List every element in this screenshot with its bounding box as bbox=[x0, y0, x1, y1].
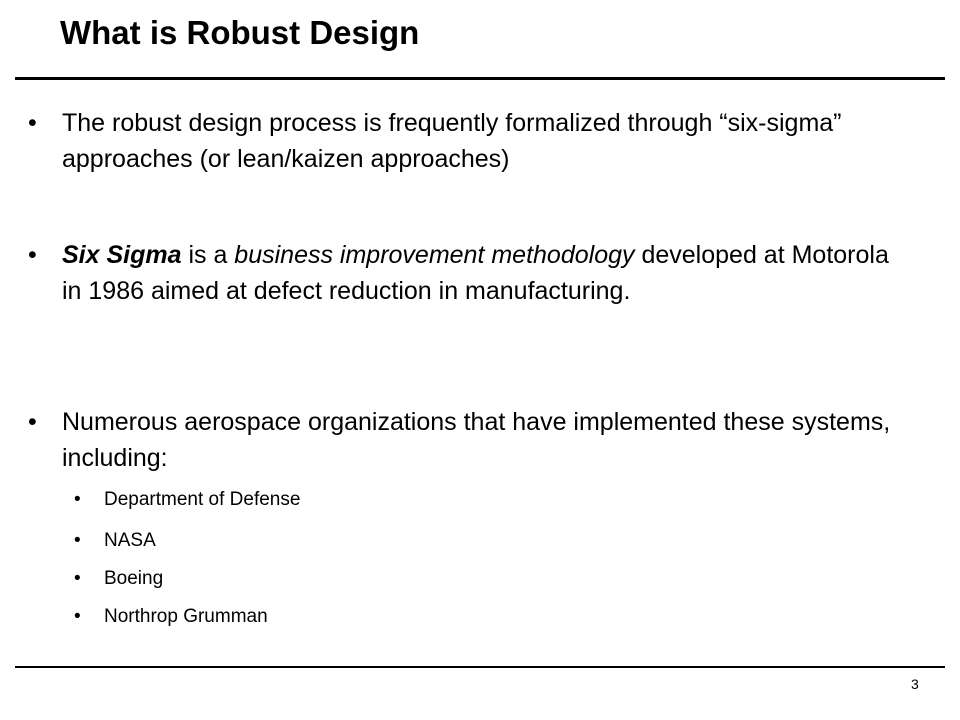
title-divider bbox=[15, 77, 945, 80]
six-sigma-term: Six Sigma bbox=[62, 241, 182, 269]
sub-item-nasa bbox=[74, 529, 156, 553]
sub-item-label: NASA bbox=[104, 530, 156, 551]
bullet-item bbox=[28, 105, 908, 177]
sub-bullet-marker: • bbox=[74, 530, 81, 551]
bullet-marker: • bbox=[28, 408, 37, 436]
sub-item-label: Boeing bbox=[104, 568, 164, 589]
bullet-connector: is a bbox=[181, 241, 235, 269]
page-number: 3 bbox=[911, 676, 919, 692]
bullet-text bbox=[62, 237, 908, 309]
bullet-text: Numerous aerospace organizations that have implemented these systems, including: bbox=[62, 408, 891, 472]
bullet-marker: • bbox=[28, 109, 37, 137]
bullet-item bbox=[28, 404, 908, 476]
sub-item-department-of-defense bbox=[74, 488, 300, 512]
sub-item-boeing bbox=[74, 567, 163, 591]
sub-item-label: Department of Defense bbox=[104, 489, 301, 510]
sub-item-northrop-grumman bbox=[74, 605, 268, 629]
footer-divider bbox=[15, 666, 945, 668]
methodology-term: business improvement methodology bbox=[234, 241, 635, 269]
sub-bullet-marker: • bbox=[74, 489, 81, 510]
sub-bullet-marker: • bbox=[74, 568, 81, 589]
slide-title: What is Robust Design bbox=[60, 14, 420, 51]
bullet-rest: developed at Motorola in 1986 aimed at defect reduction in manufacturing. bbox=[62, 241, 889, 305]
bullet-item bbox=[28, 237, 908, 309]
sub-bullet-marker: • bbox=[74, 606, 81, 627]
sub-item-label: Northrop Grumman bbox=[104, 606, 268, 627]
bullet-marker: • bbox=[28, 241, 37, 269]
bullet-text: The robust design process is frequently formalized through “six-sigma” approaches (or lean/kaizen approaches) bbox=[62, 109, 842, 173]
